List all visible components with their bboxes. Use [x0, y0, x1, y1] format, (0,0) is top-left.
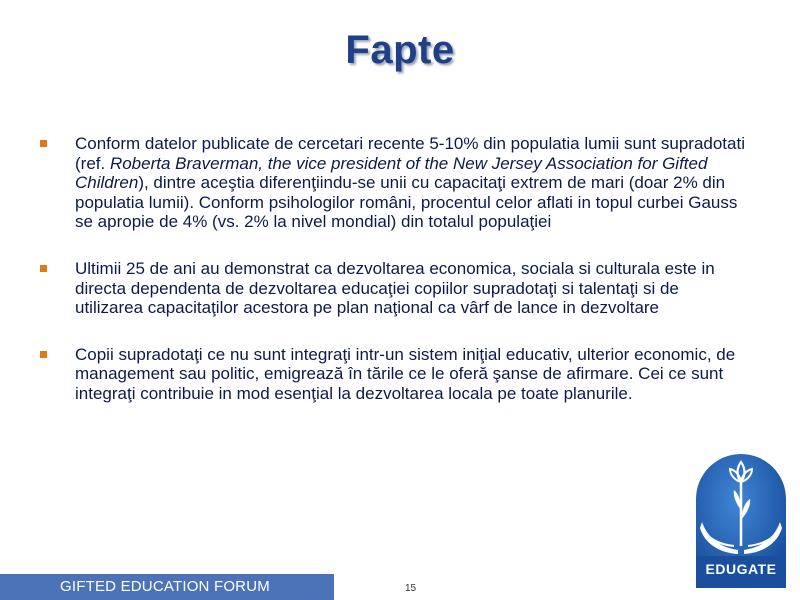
bullet-item [40, 345, 750, 404]
edugate-logo-icon [694, 452, 788, 588]
logo-label: EDUGATE [705, 561, 777, 577]
bullet-text-italic: Roberta Braverman, the vice president of the New Jersey Association for Gifted Children [75, 153, 708, 193]
bullet-marker-icon [40, 265, 47, 272]
bullet-marker-icon [40, 351, 47, 358]
bullet-text: Conform datelor publicate de cercetari recente 5-10% din populatia lumii sunt supradotati (ref. [75, 134, 745, 173]
footer-bar [0, 574, 334, 600]
bullet-text: ), dintre aceştia diferenţiindu-se unii cu capacitaţi extrem de mari (doar 2% din populatia lumii). Conform psihologilor români, procentul celor aflati in topul curbei Gauss se apropie de 4% (vs. 2% la nivel mondial) din totalul populaţiei [75, 173, 738, 232]
bullet-list [40, 134, 750, 431]
bullet-item [40, 134, 750, 232]
bullet-text: Ultimii 25 de ani au demonstrat ca dezvoltarea economica, sociala si culturala este in directa dependenta de dezvoltarea educaţiei copiilor supradotaţi si talentaţi si de utilizarea capacitaţilor acestora pe plan naţional ca vârf de lance in dezvoltare [75, 258, 715, 318]
bullet-item [40, 259, 750, 318]
page-number: 15 [405, 583, 417, 594]
bullet-text: Copii supradotaţi ce nu sunt integraţi intr-un sistem iniţial educativ, ulterior economic, de management sau politic, emigrează în tările ce le oferă şanse de afirmare. Cei ce sunt integraţi contribuie in mod esenţial la dezvoltarea locala pe toate planurile. [75, 344, 736, 403]
footer-label: GIFTED EDUCATION FORUM [60, 578, 270, 595]
slide-title: Fapte [345, 28, 455, 72]
bullet-marker-icon [40, 140, 47, 147]
